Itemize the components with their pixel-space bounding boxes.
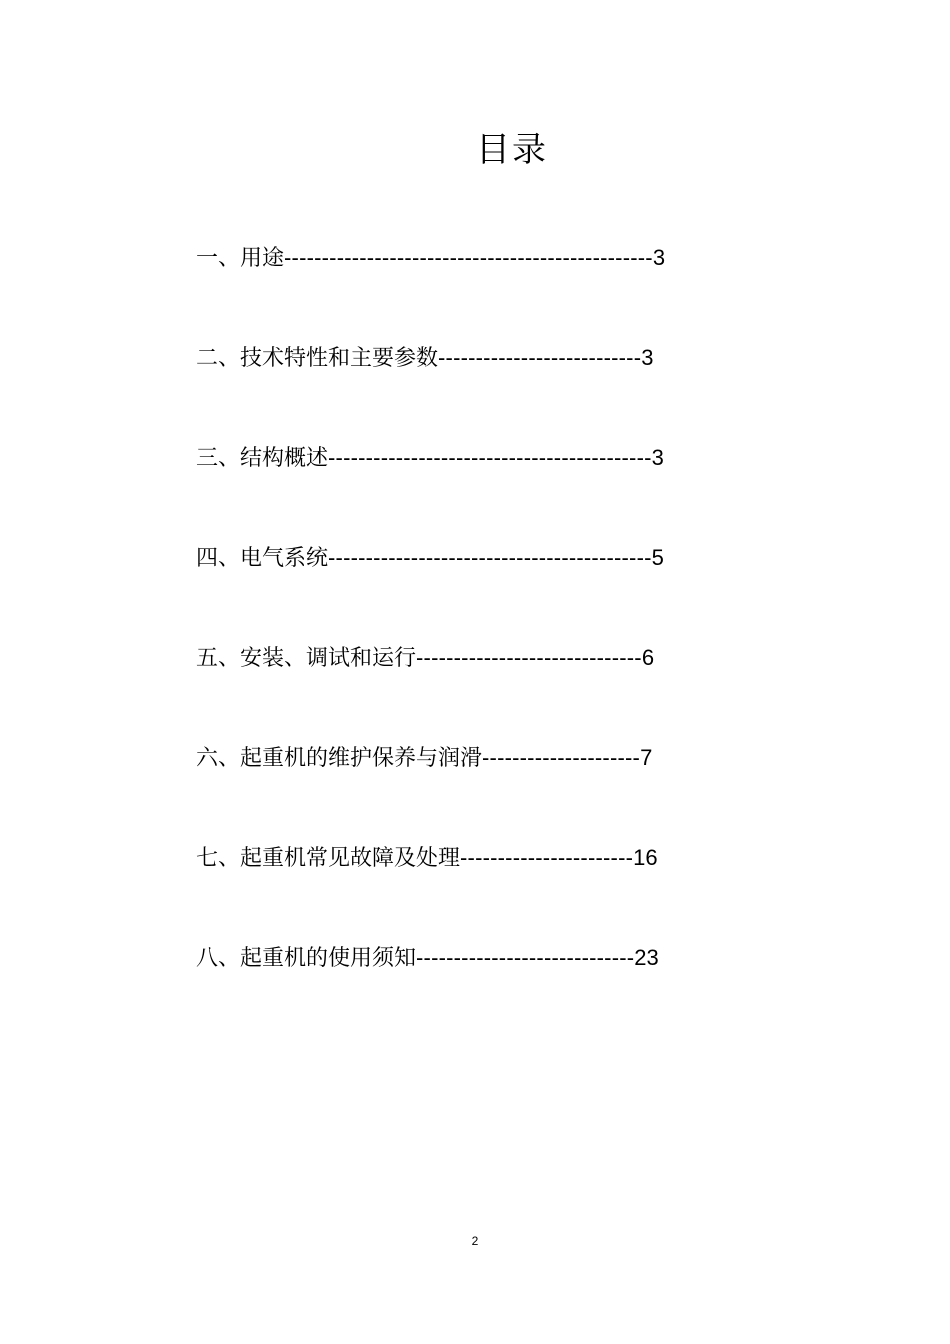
toc-entry-leader: ---------------------------	[438, 345, 642, 370]
toc-entry-label: 一、用途	[196, 246, 285, 271]
toc-entry-page: 7	[640, 745, 653, 770]
toc-entry-label: 七、起重机常见故障及处理	[196, 846, 461, 871]
toc-entry-page: 23	[634, 945, 659, 970]
toc-entry-page: 3	[652, 245, 666, 270]
toc-entry[interactable]	[196, 940, 665, 1040]
toc-entry-label: 五、安装、调试和运行	[196, 646, 417, 671]
toc-entry[interactable]	[196, 440, 665, 540]
toc-title: 目录	[476, 130, 548, 170]
toc-entry[interactable]	[196, 240, 665, 340]
toc-entry-leader: -------------------------------------------	[328, 545, 652, 570]
toc-entry-leader: -------------------------------------------------	[284, 245, 653, 270]
toc-entry-leader: -----------------------------	[416, 945, 635, 970]
toc-entry-page: 6	[641, 645, 655, 670]
toc-entry[interactable]	[196, 640, 665, 740]
toc-entry[interactable]	[196, 340, 665, 440]
toc-entry-label: 八、起重机的使用须知	[196, 946, 417, 971]
toc-entry-label: 四、电气系统	[196, 546, 329, 571]
toc-entry-leader: ------------------------------	[416, 645, 642, 670]
toc-entry[interactable]	[196, 540, 665, 640]
toc-entry-label: 三、结构概述	[196, 446, 329, 471]
toc-entry-leader: -----------------------	[460, 845, 634, 870]
toc-entry[interactable]	[196, 740, 665, 840]
toc-entry-page: 3	[651, 445, 664, 470]
toc-entry-leader: ---------------------	[482, 745, 641, 770]
toc-entry[interactable]	[196, 840, 665, 940]
toc-entry-page: 16	[633, 845, 658, 870]
toc-entry-page: 5	[651, 545, 664, 570]
toc-entry-leader: -------------------------------------------	[328, 445, 652, 470]
page-number: 2	[471, 1234, 479, 1248]
toc-entry-page: 3	[641, 345, 654, 370]
toc-list	[196, 240, 665, 1040]
toc-entry-label: 六、起重机的维护保养与润滑	[196, 746, 483, 771]
toc-entry-label: 二、技术特性和主要参数	[196, 346, 439, 371]
